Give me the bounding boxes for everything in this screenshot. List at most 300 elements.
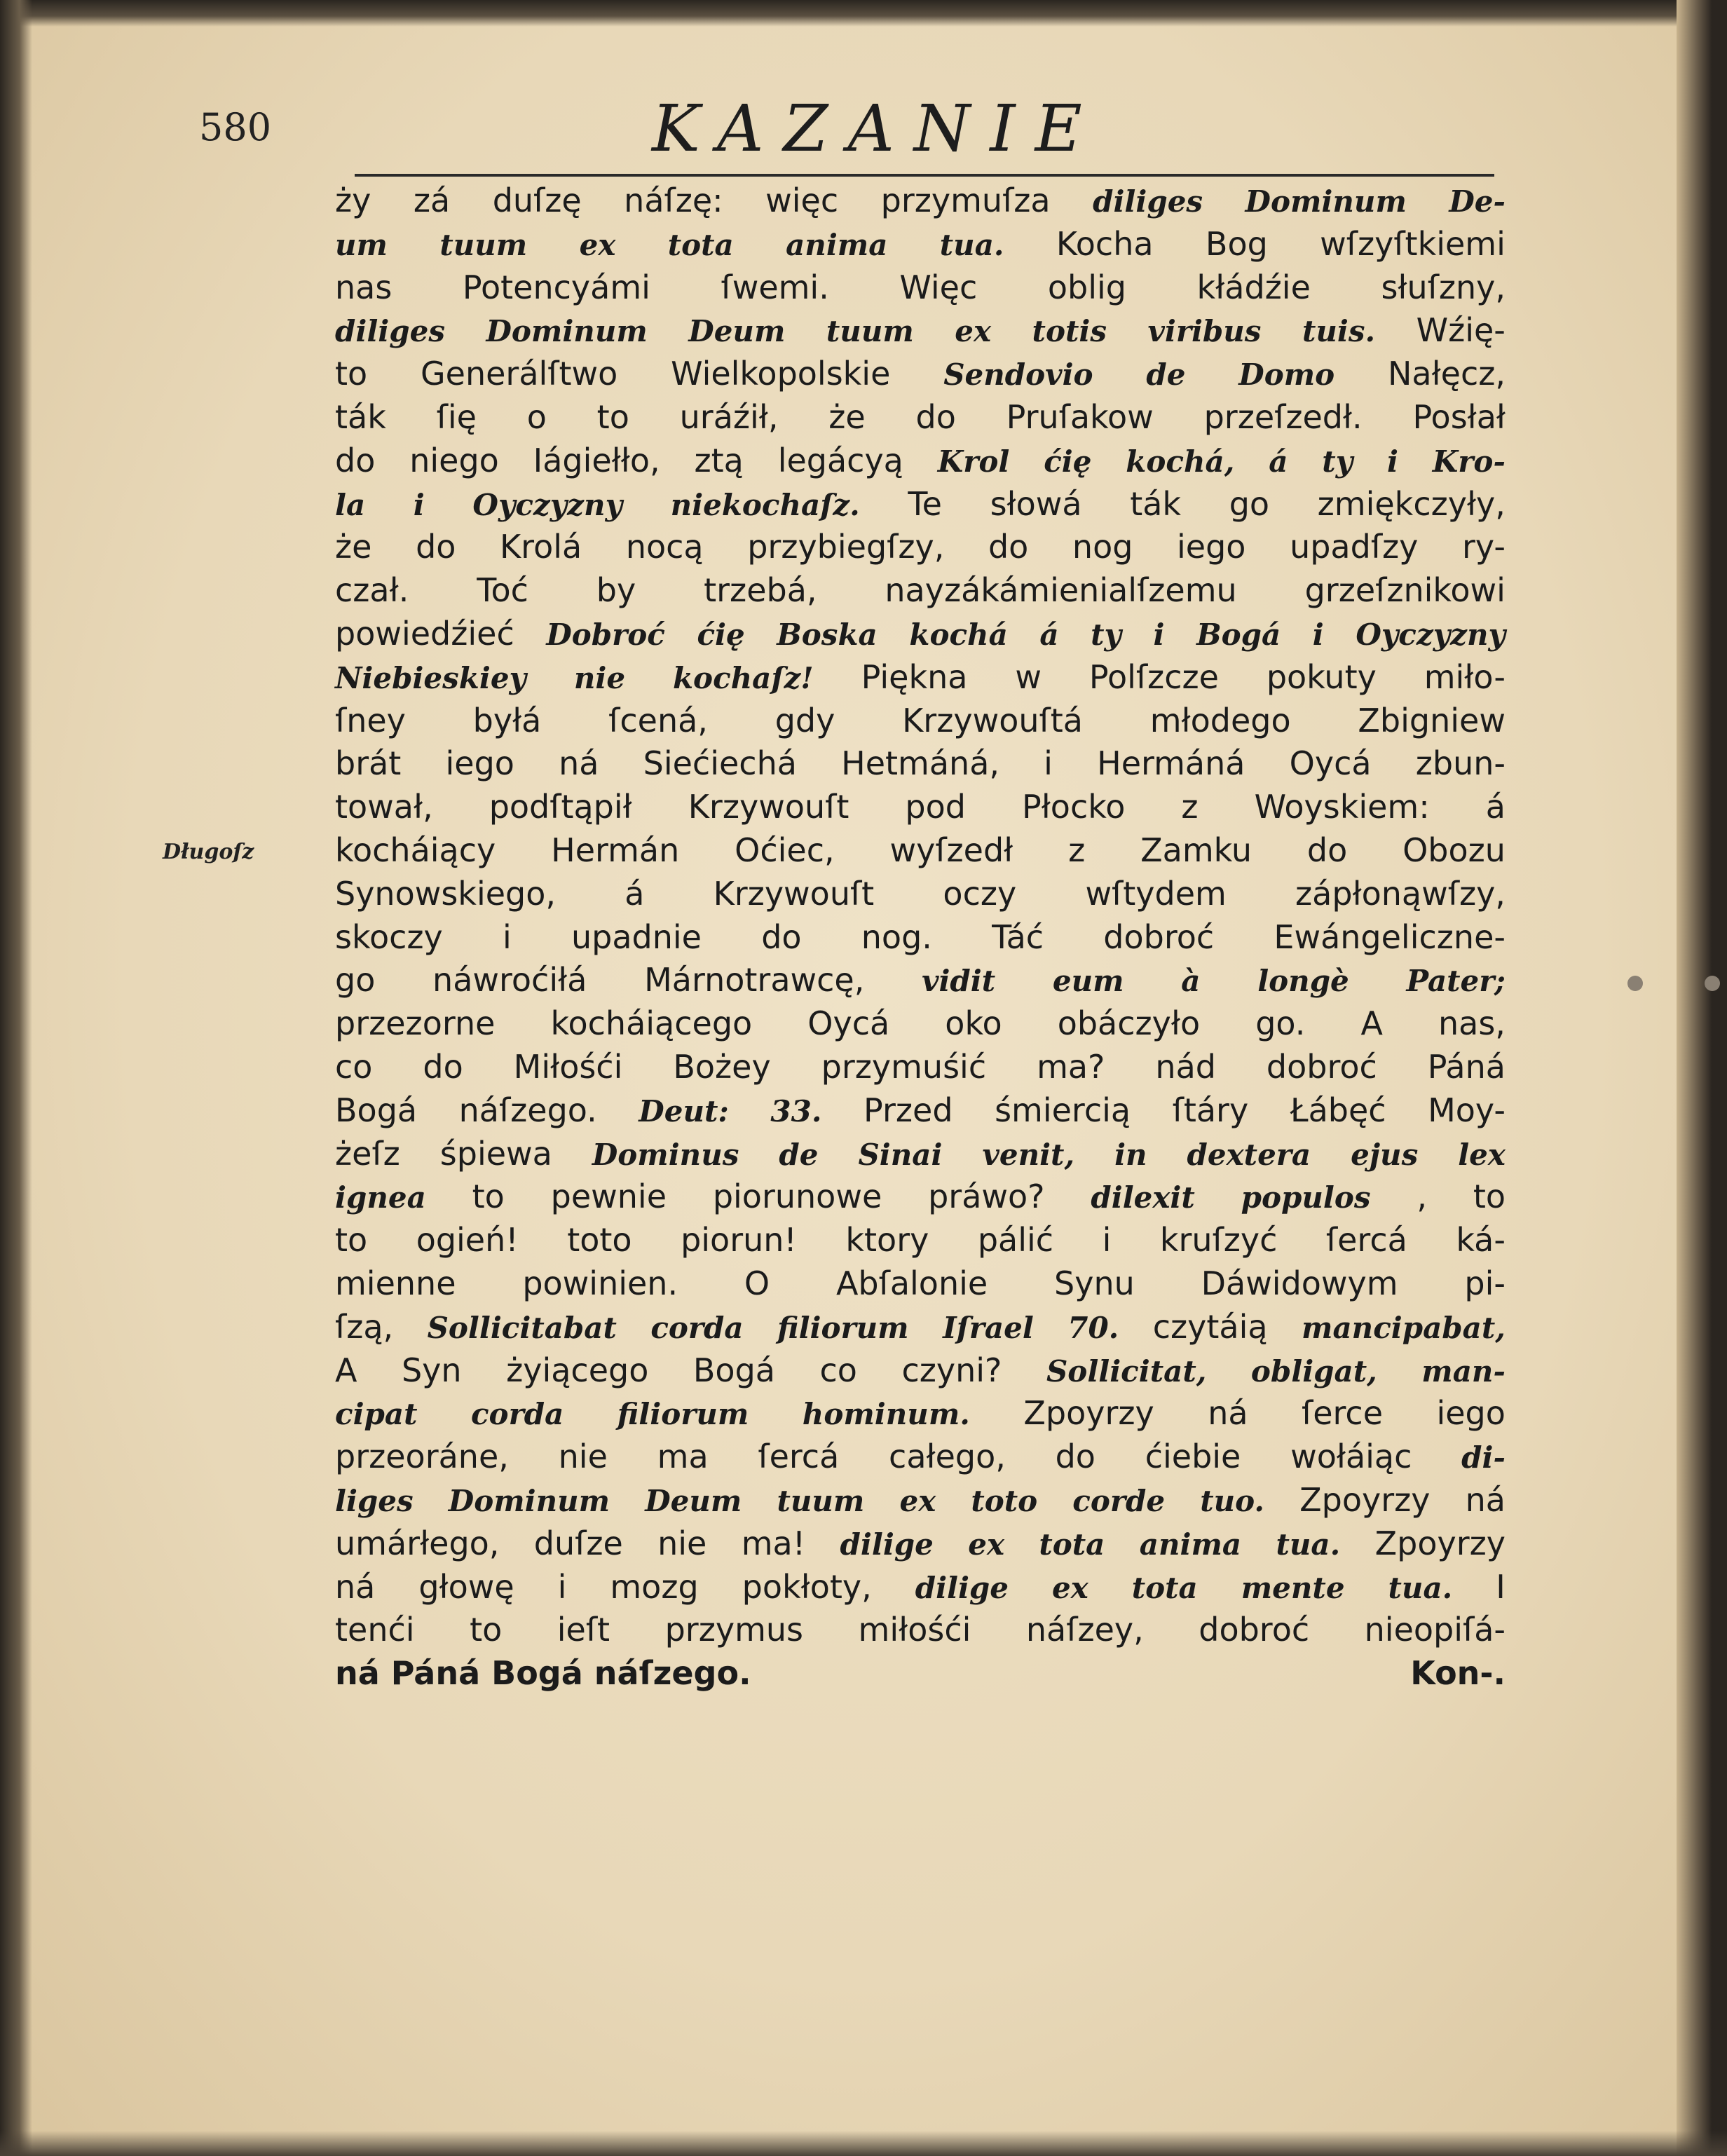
word: Krzywouſt <box>688 788 849 826</box>
word: Bogá <box>1196 617 1281 652</box>
word: to <box>470 1611 503 1649</box>
word: Wielkopolskie <box>671 355 891 393</box>
word: ty <box>1091 617 1121 652</box>
word: iego <box>1436 1394 1506 1433</box>
word: wołáiąc <box>1290 1438 1412 1476</box>
word: populos <box>1241 1180 1371 1215</box>
word: kocháiący <box>335 831 496 869</box>
word: umárłego, <box>335 1524 500 1562</box>
word: nocą <box>625 528 704 566</box>
word: ma! <box>741 1524 806 1562</box>
word: ták <box>335 397 386 436</box>
word: Hermáná <box>1097 744 1245 783</box>
word: Wźię- <box>1416 311 1506 350</box>
word: tuo. <box>1200 1483 1265 1518</box>
punch-hole <box>1627 976 1643 991</box>
word: Zpoyrzy <box>1374 1524 1506 1562</box>
word: ſney <box>335 701 406 739</box>
text-line <box>335 1479 1506 1522</box>
word: ex <box>955 314 992 349</box>
word: tua. <box>1276 1527 1341 1562</box>
word: ex <box>899 1483 936 1518</box>
text-line <box>335 309 1506 353</box>
running-head: KAZANIE <box>652 91 1102 166</box>
word: czyni? <box>901 1351 1002 1389</box>
word: la <box>335 487 366 522</box>
word: głowę <box>418 1567 514 1606</box>
word: iego <box>445 744 514 783</box>
word: Krzywouſtá <box>902 701 1083 739</box>
word: do <box>335 441 376 479</box>
word: ſię <box>436 397 477 436</box>
word: duſzę <box>492 182 582 219</box>
page-left-edge <box>0 0 32 2156</box>
word: Syn <box>401 1351 462 1389</box>
word: pod <box>905 788 966 826</box>
word: Miłośći <box>513 1047 623 1086</box>
word: Niebieskiey <box>335 660 526 695</box>
text-line <box>335 1175 1506 1219</box>
word: Táć <box>992 917 1044 956</box>
text-line <box>335 396 1506 439</box>
word: ex <box>579 227 616 262</box>
word: Oyczyzny <box>1356 617 1506 652</box>
word: I <box>1496 1567 1506 1606</box>
word: náwroćiłá <box>432 961 587 999</box>
word: Pruſakow <box>1006 397 1154 436</box>
text-line <box>335 483 1506 526</box>
word: in <box>1114 1137 1147 1172</box>
word: wſtydem <box>1085 874 1227 913</box>
text-line <box>335 1392 1506 1435</box>
word: á <box>624 874 645 913</box>
word: go <box>335 961 376 999</box>
word: kochaſz! <box>672 660 814 695</box>
word: skoczy <box>335 917 443 956</box>
word: przezorne <box>335 1004 496 1043</box>
word: ták <box>1130 484 1182 523</box>
word: gdy <box>774 701 835 739</box>
word: nog <box>1072 528 1133 566</box>
catchword: Kon-. <box>1410 1654 1506 1693</box>
word: ſzą, <box>335 1307 394 1346</box>
word: przymus <box>664 1611 804 1649</box>
word: ex <box>968 1527 1004 1562</box>
word: Sinai <box>858 1137 943 1172</box>
word: totis <box>1032 314 1107 349</box>
word: powinien. <box>522 1264 678 1302</box>
word: pokuty <box>1266 657 1377 696</box>
word: liges <box>335 1483 414 1518</box>
word: kruſzyć <box>1159 1221 1278 1260</box>
word: man- <box>1421 1353 1506 1389</box>
word: longè <box>1257 964 1349 999</box>
word: wſzyſtkiemi <box>1320 224 1506 263</box>
page-gutter <box>1677 0 1727 2156</box>
word: Nałęcz, <box>1387 355 1506 393</box>
word: Moy- <box>1428 1091 1506 1129</box>
word: więc <box>765 182 839 219</box>
word: Potencyámi <box>462 268 650 306</box>
word: przeoráne, <box>335 1438 509 1476</box>
word: i <box>1153 617 1165 652</box>
word: do <box>416 528 456 566</box>
word: pokłoty, <box>742 1567 872 1606</box>
text-line <box>335 916 1506 960</box>
word: náſzego. <box>458 1091 597 1129</box>
word: Zamku <box>1140 831 1252 869</box>
text-line <box>335 873 1506 916</box>
word: Płocko <box>1021 788 1126 826</box>
word: ſercá <box>758 1438 840 1476</box>
word: to <box>472 1178 505 1216</box>
word: ſwemi. <box>721 268 829 306</box>
word: upadſzy <box>1290 528 1419 566</box>
word: ktory <box>845 1221 929 1260</box>
word: de <box>779 1137 819 1172</box>
text-line <box>335 656 1506 700</box>
word: nayzákámienialſzemu <box>885 571 1237 610</box>
word: Pater; <box>1406 964 1506 999</box>
word: piorun! <box>681 1221 797 1260</box>
word: go. <box>1255 1004 1306 1043</box>
word: ży <box>335 182 371 219</box>
word: co <box>335 1047 373 1086</box>
word: do <box>1055 1438 1095 1476</box>
word: filiorum <box>617 1397 749 1432</box>
text-line <box>335 223 1506 266</box>
word: Oćiec, <box>735 831 835 869</box>
word: ejus <box>1351 1137 1419 1172</box>
word: to <box>335 355 368 393</box>
word: Dominum <box>448 1483 610 1518</box>
word: trzebá, <box>704 571 817 610</box>
word: práwo? <box>928 1178 1045 1216</box>
word: ztą <box>694 441 744 479</box>
word: ex <box>1052 1570 1088 1605</box>
word: ná <box>1208 1394 1248 1433</box>
word: Toć <box>477 571 528 610</box>
word: ry- <box>1462 528 1506 566</box>
word: całego, <box>889 1438 1006 1476</box>
text-line <box>335 786 1506 829</box>
text-line <box>335 1522 1506 1566</box>
word: Bogá <box>692 1351 775 1389</box>
word: Kro- <box>1432 444 1506 479</box>
word: ćiebie <box>1145 1438 1241 1476</box>
word: Dobroć <box>546 617 665 652</box>
text-line <box>335 569 1506 613</box>
word: Zpoyrzy <box>1023 1394 1154 1433</box>
word: filiorum <box>777 1310 909 1345</box>
word: brát <box>335 744 402 783</box>
word: Woyskiem: <box>1254 788 1430 826</box>
word: á <box>1269 444 1288 479</box>
word: viribus <box>1147 314 1262 349</box>
text-line <box>335 179 1506 223</box>
word: mente <box>1241 1570 1345 1605</box>
word: słuſzny, <box>1381 268 1506 306</box>
margin-note: Długoſz <box>163 840 254 864</box>
word: 33. <box>770 1093 822 1128</box>
page-bottom-edge <box>0 2131 1727 2156</box>
word: Iſrael <box>943 1310 1034 1345</box>
word: vidit <box>922 964 996 999</box>
text-line <box>335 1219 1506 1262</box>
word: de <box>1146 357 1186 393</box>
word: corda <box>650 1310 744 1345</box>
word: przymuſza <box>880 182 1051 219</box>
word: toto <box>567 1221 632 1260</box>
word: tuum <box>826 314 914 349</box>
word: tował, <box>335 788 433 826</box>
word: tota <box>667 227 734 262</box>
word: Oycá <box>807 1004 890 1043</box>
word: tota <box>1039 1527 1105 1562</box>
word: ma <box>657 1438 709 1476</box>
word: byłá <box>472 701 542 739</box>
word: Obozu <box>1402 831 1506 869</box>
word: ná <box>559 744 599 783</box>
punch-hole <box>1705 976 1720 991</box>
word: dobroć <box>1103 917 1215 956</box>
word: ná <box>335 1567 376 1606</box>
word: Przed <box>863 1091 953 1129</box>
word: to <box>1473 1178 1506 1216</box>
word: ieſt <box>557 1611 610 1649</box>
word: ćię <box>1044 444 1092 479</box>
word: Sollicitabat <box>427 1310 617 1345</box>
word: mancipabat, <box>1302 1310 1506 1345</box>
word: oblig <box>1047 268 1126 306</box>
word: lex <box>1458 1137 1506 1172</box>
word: Abſalonie <box>835 1264 988 1302</box>
word: Oycá <box>1289 744 1372 783</box>
word: i <box>1102 1221 1112 1260</box>
word: à <box>1181 964 1201 999</box>
word: i <box>1386 444 1398 479</box>
word: powiedźieć <box>335 614 514 653</box>
word: anima <box>1139 1527 1242 1562</box>
word: do <box>1306 831 1348 869</box>
word: á <box>1485 788 1506 826</box>
text-line <box>335 526 1506 569</box>
word: ma? <box>1037 1047 1105 1086</box>
word: Więc <box>899 268 978 306</box>
word: corde <box>1072 1483 1166 1518</box>
header-rule <box>355 174 1494 177</box>
word: ſerce <box>1302 1394 1383 1433</box>
word: tuum <box>777 1483 865 1518</box>
word: Hermán <box>551 831 680 869</box>
word: z <box>1068 831 1086 869</box>
word: A <box>1360 1004 1383 1043</box>
text-line <box>335 1566 1506 1609</box>
word: tua. <box>1388 1570 1453 1605</box>
word: Domo <box>1238 357 1335 393</box>
word: Dominum <box>1245 184 1407 219</box>
word: słowá <box>990 484 1082 523</box>
word: O <box>744 1264 770 1302</box>
word: nie <box>558 1438 608 1476</box>
word: tuis. <box>1302 314 1376 349</box>
word: Hetmáná, <box>841 744 999 783</box>
text-line <box>335 613 1506 656</box>
word: śpiewa <box>439 1134 552 1173</box>
word: Bog <box>1205 224 1268 263</box>
word: nog. <box>861 917 932 956</box>
word: dilige <box>915 1570 1009 1605</box>
word: nie <box>657 1524 707 1562</box>
word: nie <box>573 660 626 695</box>
word: Łábęć <box>1290 1091 1386 1129</box>
text-line <box>335 266 1506 310</box>
word: Dominum <box>486 314 648 349</box>
word: do <box>423 1047 463 1086</box>
word: kłádźie <box>1196 268 1311 306</box>
word: náſzę: <box>624 182 723 219</box>
word: iego <box>1177 528 1246 566</box>
word: ná <box>1465 1480 1506 1519</box>
word: zbun- <box>1415 744 1506 783</box>
text-line <box>335 1262 1506 1306</box>
word: i <box>557 1567 567 1606</box>
word: 70. <box>1067 1310 1119 1345</box>
word: nieopiſá- <box>1364 1611 1506 1649</box>
word: Krolá <box>500 528 582 566</box>
word: o <box>526 397 547 436</box>
word: obáczyło <box>1057 1004 1201 1043</box>
word: mienne <box>335 1264 456 1302</box>
word: dobroć <box>1266 1047 1377 1086</box>
text-line <box>335 1652 1506 1696</box>
text-line <box>335 1133 1506 1176</box>
word: um <box>335 227 388 262</box>
word: przybiegſzy, <box>747 528 945 566</box>
word: Siećiechá <box>643 744 797 783</box>
word: A <box>335 1351 357 1389</box>
word: ſercá <box>1325 1221 1407 1260</box>
word: Synu <box>1054 1264 1135 1302</box>
word: tua. <box>939 227 1004 262</box>
word: podſtąpił <box>489 788 632 826</box>
word: á <box>1039 617 1059 652</box>
word: kochá <box>909 617 1008 652</box>
word: venit, <box>982 1137 1075 1172</box>
word: kocháiącego <box>550 1004 753 1043</box>
word: toto <box>971 1483 1038 1518</box>
word: eum <box>1052 964 1124 999</box>
word: Krol <box>937 444 1010 479</box>
word: czytáią <box>1152 1307 1268 1346</box>
word: Sollicitat, <box>1046 1353 1207 1389</box>
word: Kocha <box>1056 224 1154 263</box>
word: miło- <box>1424 657 1506 696</box>
word: niekochaſz. <box>670 487 860 522</box>
word: miłośći <box>858 1611 971 1649</box>
word: ſtáry <box>1172 1091 1249 1129</box>
word: Bogá <box>335 1091 418 1129</box>
word: Deut: <box>639 1093 729 1128</box>
word: młodego <box>1149 701 1291 739</box>
word: uráźił, <box>679 397 779 436</box>
word: De- <box>1449 184 1506 219</box>
word: , <box>1417 1178 1427 1216</box>
word: zmiękczyły, <box>1317 484 1506 523</box>
word: do <box>988 528 1029 566</box>
text-line <box>335 1002 1506 1046</box>
word: i <box>503 917 512 956</box>
word: Boska <box>777 617 878 652</box>
word: z <box>1181 788 1199 826</box>
word: Synowskiego, <box>335 874 556 913</box>
text-line <box>335 1435 1506 1479</box>
word: diliges <box>335 314 445 349</box>
text-line <box>335 959 1506 1002</box>
text-line <box>335 353 1506 396</box>
text-line <box>335 439 1506 483</box>
word: Iágiełło, <box>533 441 660 479</box>
word: że <box>335 528 372 566</box>
word: Dominus <box>592 1137 739 1172</box>
word: zápłonąwſzy, <box>1295 874 1506 913</box>
word: Zpoyrzy <box>1299 1480 1431 1519</box>
word: pálić <box>977 1221 1054 1260</box>
word: diliges <box>1093 184 1203 219</box>
word: dilexit <box>1091 1180 1195 1215</box>
word: Ewángeliczne- <box>1274 917 1506 956</box>
word: co <box>819 1351 857 1389</box>
word: dilige <box>840 1527 934 1562</box>
page-number: 580 <box>199 105 272 149</box>
text-line <box>335 700 1506 743</box>
word: i <box>1312 617 1324 652</box>
word: żeſz <box>335 1134 400 1173</box>
word: tuum <box>439 227 528 262</box>
text-line <box>335 1306 1506 1349</box>
text-line <box>335 1349 1506 1393</box>
word: to <box>596 397 629 436</box>
word: corda <box>470 1397 564 1432</box>
word: nas, <box>1438 1004 1506 1043</box>
word: Posłał <box>1412 397 1506 436</box>
word: cipat <box>335 1397 418 1432</box>
text-line <box>335 742 1506 786</box>
word: mozg <box>610 1567 699 1606</box>
word: to <box>335 1221 368 1260</box>
word: Te <box>908 484 942 523</box>
text-line <box>335 829 1506 873</box>
word: Polſzcze <box>1088 657 1219 696</box>
word: że <box>828 397 866 436</box>
word: kochá, <box>1126 444 1235 479</box>
word: ogień! <box>416 1221 519 1260</box>
word: tenći <box>335 1611 415 1649</box>
word: wyſzedł <box>889 831 1013 869</box>
word: i <box>1044 744 1053 783</box>
word: nád <box>1155 1047 1216 1086</box>
word: ćię <box>697 617 745 652</box>
word: ignea <box>335 1180 426 1215</box>
word: przeſzedł. <box>1203 397 1363 436</box>
word: ſcená, <box>608 701 708 739</box>
word: Márnotrawcę, <box>644 961 865 999</box>
word: obligat, <box>1250 1353 1377 1389</box>
word: Páná <box>1427 1047 1506 1086</box>
word: duſze <box>533 1524 623 1562</box>
word: náſzey, <box>1025 1611 1144 1649</box>
word: i <box>413 487 425 522</box>
